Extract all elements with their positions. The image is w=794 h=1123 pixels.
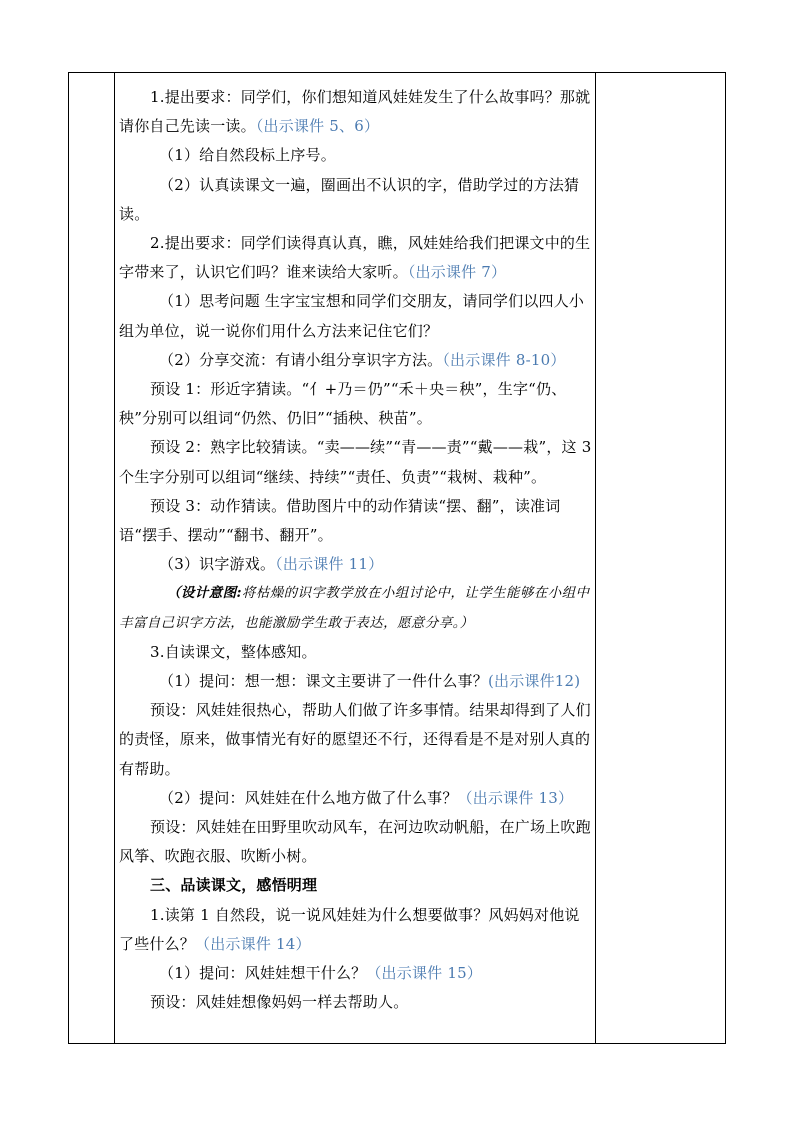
paragraph: 预设：风娃娃想像妈妈一样去帮助人。 <box>150 993 409 1012</box>
paragraph: 预设 2：熟字比较猜读。“卖——续”“青——责”“戴——栽”，这 3 个生字分别可以组词“继续、持续”“责任、负责”“栽树、栽种”。 <box>119 438 592 486</box>
courseware-reference: （出示课件 8-10） <box>442 350 566 369</box>
paragraph: （2）认真读课文一遍，圈画出不认识的字，借助学过的方法猜读。 <box>119 175 580 223</box>
paragraph: 1.提出要求：同学们，你们想知道风娃娃发生了什么故事吗？那就请你自己先读一读。（出示课件 5、6） <box>119 88 591 136</box>
courseware-reference: （出示课件 5、6） <box>255 117 380 136</box>
left-cell <box>69 73 115 1044</box>
lesson-content <box>115 73 595 1018</box>
paragraph: （1）给自然段标上序号。 <box>159 146 336 165</box>
courseware-reference: （出示课件 7） <box>407 263 507 282</box>
paragraph: （1）提问：风娃娃想干什么？（出示课件 15） <box>159 964 483 983</box>
paragraph: 预设：风娃娃很热心，帮助人们做了许多事情。结果却得到了人们的责怪，原来，做事情光有好的愿望还不行，还得看是不是对别人真的有帮助。 <box>119 701 591 778</box>
paragraph: 3.自读课文，整体感知。 <box>150 642 317 661</box>
design-intent-note: （设计意图:将枯燥的识字教学放在小组讨论中，让学生能够在小组中丰富自己识字方法，也能激励学生敢于表达，愿意分享。） <box>119 585 590 631</box>
courseware-reference: （出示课件 14） <box>195 934 311 953</box>
paragraph: 2.提出要求：同学们读得真认真，瞧，风娃娃给我们把课文中的生字带来了，认识它们吗？谁来读给大家听。（出示课件 7） <box>119 234 591 282</box>
paragraph: （3）识字游戏。（出示课件 11） <box>159 555 384 574</box>
table-row <box>69 73 726 1044</box>
section-heading: 三、品读课文，感悟明理 <box>150 876 318 895</box>
paragraph: （2）分享交流：有请小组分享识字方法。（出示课件 8-10） <box>159 350 566 369</box>
paragraph: 预设 3：动作猜读。借助图片中的动作猜读“摆、翻”，读准词语“摆手、摆动”“翻书、翻开”。 <box>119 496 561 545</box>
lesson-table <box>68 72 726 1044</box>
paragraph: 预设：风娃娃在田野里吹动风车，在河边吹动帆船，在广场上吹跑风筝、吹跑衣服、吹断小树。 <box>119 818 591 866</box>
paragraph: （1）思考问题 生字宝宝想和同学们交朋友，请同学们以四人小组为单位，说一说你们用什么方法来记住它们？ <box>119 292 585 340</box>
paragraph: 1.读第 1 自然段，说一说风娃娃为什么想要做事？风妈妈对他说了些什么？（出示课件 14） <box>119 905 580 953</box>
paragraph: （2）提问：风娃娃在什么地方做了什么事？（出示课件 13） <box>159 788 574 807</box>
paragraph: （1）提问：想一想：课文主要讲了一件什么事？(出示课件12) <box>159 672 581 691</box>
paragraph: 预设 1：形近字猜读。“亻+乃＝仍”“禾＋央＝秧”，生字“仍、秧”分别可以组词“仍然、仍旧”“插秧、秧苗”。 <box>119 380 567 428</box>
design-intent-label: （设计意图: <box>167 585 242 602</box>
right-cell <box>596 73 726 1044</box>
courseware-reference: （出示课件 15） <box>366 964 483 983</box>
courseware-reference: (出示课件12) <box>487 672 581 691</box>
content-cell <box>115 73 596 1044</box>
courseware-reference: （出示课件 11） <box>275 555 384 574</box>
courseware-reference: （出示课件 13） <box>457 788 574 807</box>
